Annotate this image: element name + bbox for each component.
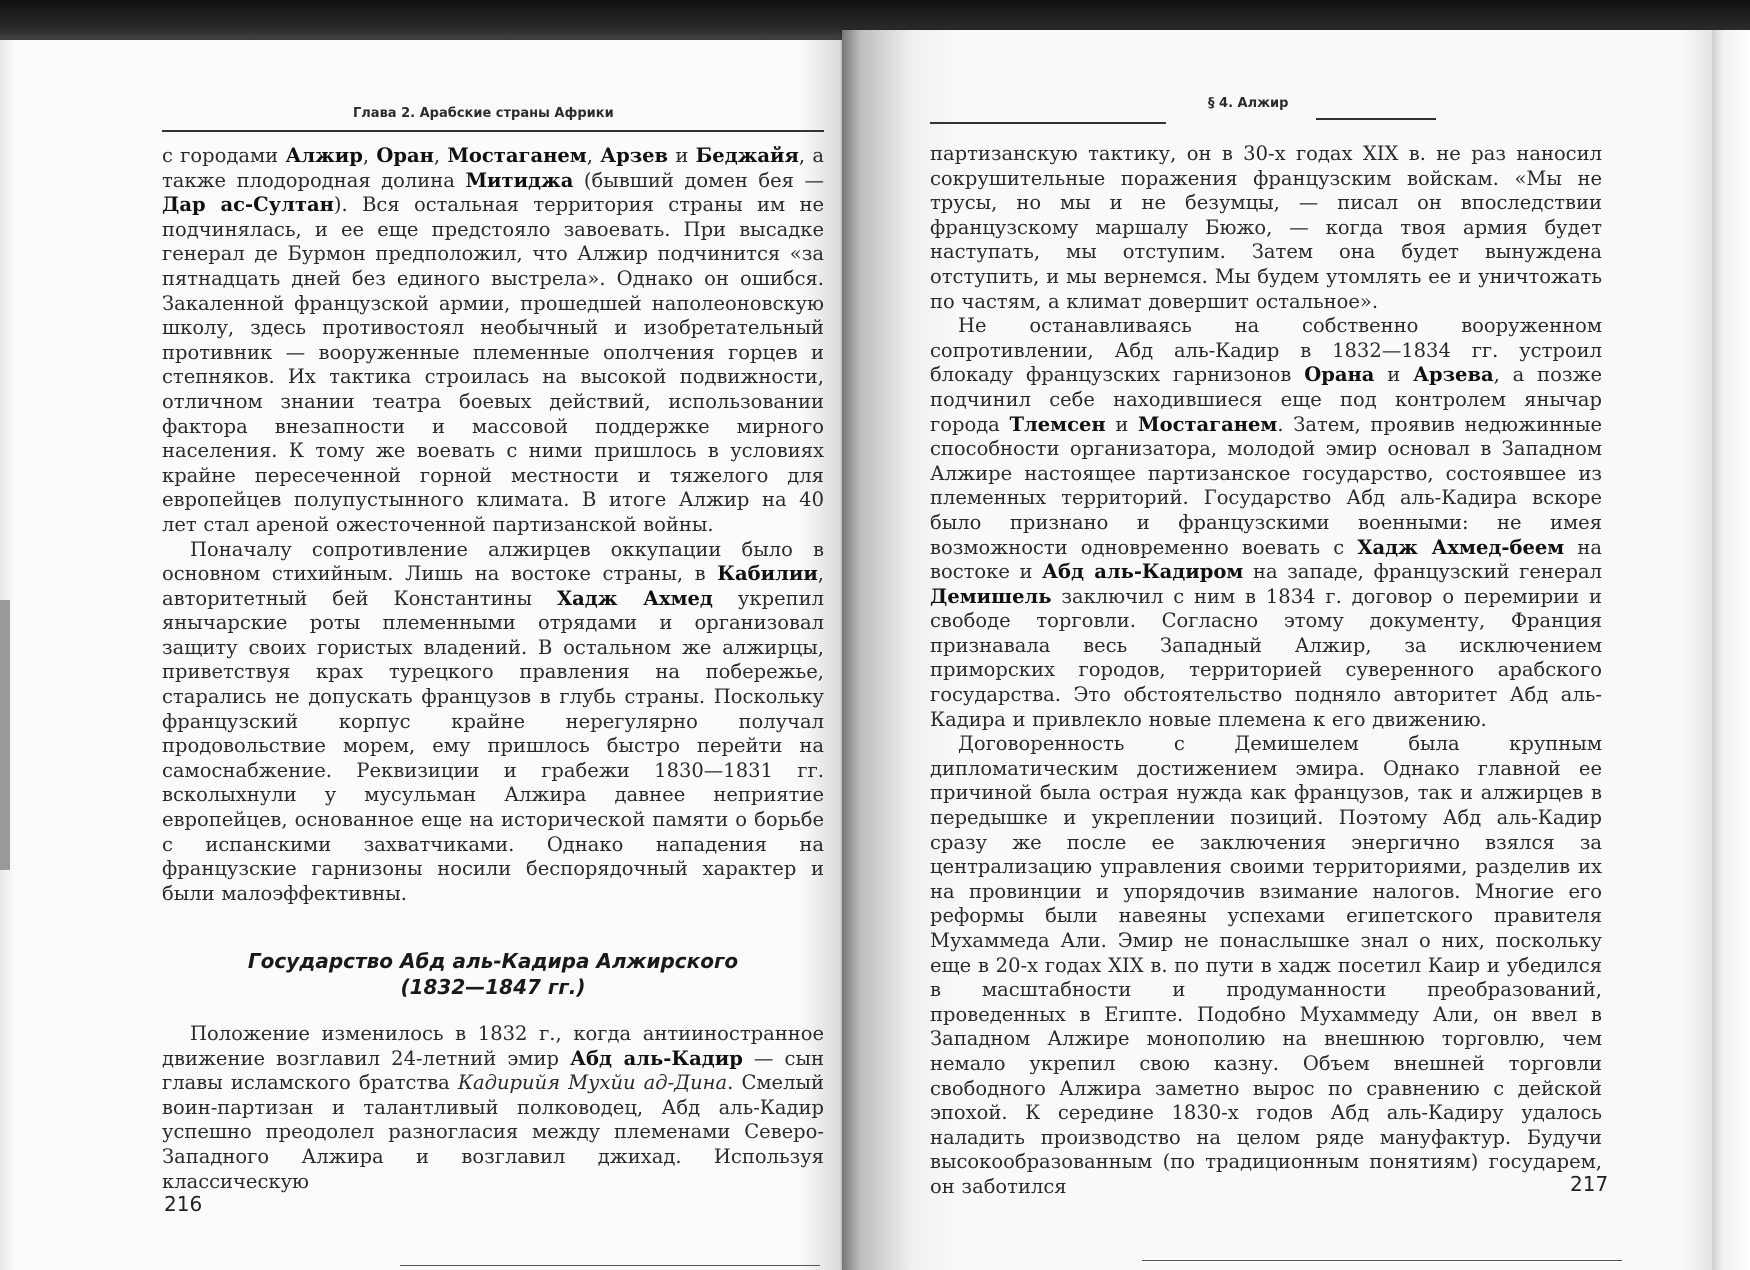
left-header-rule <box>162 130 824 132</box>
bold-term: Арзев <box>600 144 669 167</box>
section-heading-dates: (1832—1847 гг.) <box>400 975 586 999</box>
page-number-right: 217 <box>1570 1172 1609 1196</box>
bold-term: Тлемсен <box>1009 412 1106 436</box>
bold-term: Кабилии <box>717 562 818 586</box>
section-heading <box>162 948 824 1000</box>
bold-term: Арзева <box>1413 363 1494 387</box>
bold-term: Демишель <box>930 584 1052 608</box>
bold-term: Мостаганем <box>1137 412 1278 436</box>
bold-term: Мостаганем <box>447 144 587 167</box>
left-paragraph-1: с городами Алжир, Оран, Мостаганем, Арзев и Беджайя, а также плодородная долина Митиджа (бывший домен бея — Дар ас-Султан). Вся остальная территория страны им не подчинялась, и ее еще предстояло завоевать. При высадке генерал де Бурмон предположил, что Алжир подчинится «за пятнадцать дней без единого выстрела». Однако он ошибся. Закаленной французской армии, прошедшей наполеоновскую школу, здесь противостоял необычный и изобретательный противник — вооруженные племенные ополчения горцев и степняков. Их тактика строилась на высокой подвижности, отличном знании театра боевых действий, использовании фактора внезапности и массовой поддержке мирного населения. К тому же воевать с ними пришлось в условиях крайне пересеченной горной местности и тяжелого для европейцев полупустынного климата. В итоге Алжир на 40 лет стал ареной ожесточенной партизанской войны. <box>162 144 825 536</box>
right-page <box>842 30 1712 1270</box>
left-running-header: Глава 2. Арабские страны Африки <box>353 106 614 121</box>
right-bottom-rule <box>1142 1260 1622 1261</box>
scan-shadow <box>0 600 10 870</box>
section-heading-title: Государство Абд аль-Кадира Алжирского <box>247 949 739 973</box>
right-body <box>930 142 1602 1200</box>
right-header-rule-mid <box>1316 118 1436 120</box>
bold-term: Дар ас-Султан <box>162 193 334 217</box>
italic-term: Кадирийя Мухйи ад-Дина <box>457 1071 728 1095</box>
left-paragraph-3: Положение изменилось в 1832 г., когда антииностранное движение возглавил 24-летний эмир Абд аль-Кадир — сын главы исламского братства Кадирийя Мухйи ад-Дина. Смелый воин-партизан и талантливый полководец, Абд аль-Кадир успешно преодолел разногласия между племенами Северо-Западного Алжира и возглавил джихад. Используя классическую <box>162 1022 824 1193</box>
page-number-left: 216 <box>164 1192 203 1216</box>
right-header-rule-left <box>930 122 1166 124</box>
left-page <box>0 40 842 1270</box>
left-bottom-rule <box>400 1265 820 1266</box>
right-paragraph-3: Договоренность с Демишелем была крупным дипломатическим достижением эмира. Однако главной ее причиной была острая нужда как французов, так и алжирцев в передышке и укреплении позиций. Поэтому Абд аль-Кадир сразу же после ее заключения энергично взялся за централизацию управления своими территориями, разделив их на провинции и упорядочив взимание налогов. Многие его реформы были навеяны успехами египетского правителя Мухаммеда Али. Эмир не понаслышке знал о них, поскольку еще в 20-х годах XIX в. по пути в хадж посетил Каир и убедился в масштабности и продуманности преобразований, проведенных в Египте. Подобно Мухаммеду Али, он ввел в Западном Алжире монополию на внешнюю торговлю, чем немало укрепил свою казну. Объем внешней торговли свободного Алжира заметно вырос по сравнению с дейской эпохой. К середине 1830-х годов Абд аль-Кадиру удалось наладить производство на целом ряде мануфактур. Будучи высокообразованным (по традиционным понятиям) государем, он заботился <box>930 732 1602 1198</box>
bold-term: Хадж Ахмед-беем <box>1357 535 1565 559</box>
right-running-header: § 4. Алжир <box>1208 96 1289 111</box>
right-paragraph-2: Не останавливаясь на собственно вооруженном сопротивлении, Абд аль-Кадир в 1832—1834 гг. устроил блокаду французских гарнизонов Орана и Арзева, а позже подчинил себе находившиеся еще под контролем янычар города Тлемсен и Мостаганем. Затем, проявив недюжинные способности организатора, молодой эмир основал в Западном Алжире настоящее партизанское государство, состоявшее из племенных территорий. Государство Абд аль-Кадира вскоре было признано и французскими военными: не имея возможности одновременно воевать с Хадж Ахмед-беем на востоке и Абд аль-Кадиром на западе, французский генерал Демишель заключил с ним в 1834 г. договор о перемирии и свободе торговли. Согласно этому документу, Франция признавала весь Западный Алжир, за исключением приморских городов, территорией суверенного арабского государства. Это обстоятельство подняло авторитет Абд аль-Кадира и привлекло новые племена к его движению. <box>930 314 1603 731</box>
left-body-bottom <box>162 1022 824 1194</box>
bold-term: Хадж Ахмед <box>557 586 713 610</box>
bold-term: Абд аль-Кадир <box>570 1046 743 1070</box>
left-paragraph-2: Поначалу сопротивление алжирцев оккупации было в основном стихийным. Лишь на востоке страны, в Кабилии, авторитетный бей Константины Хадж Ахмед укрепил янычарские роты племенными отрядами и организовал защиту своих гористых владений. В остальном же алжирцы, приветствуя крах турецкого правления на побережье, старались не допускать французов в глубь страны. Поскольку французский корпус крайне нерегулярно получал продовольствие морем, ему пришлось быстро перейти на самоснабжение. Реквизиции и грабежи 1830—1831 гг. всколыхнули у мусульман Алжира давнее неприятие европейцев, основанное еще на исторической памяти о борьбе с испанскими захватчиками. Однако нападения на французские гарнизоны носили беспорядочный характер и были малоэффективны. <box>162 537 824 905</box>
bold-term: Орана <box>1304 363 1375 387</box>
bold-term: Беджайя <box>695 144 799 167</box>
bold-term: Алжир <box>285 144 363 167</box>
bold-term: Оран <box>376 144 434 167</box>
book-page-edges <box>1712 30 1750 1270</box>
left-body-top <box>162 144 824 906</box>
bold-term: Митиджа <box>465 168 574 192</box>
bold-term: Абд аль-Кадиром <box>1042 560 1244 584</box>
right-paragraph-1: партизанскую тактику, он в 30-х годах XIX в. не раз наносил сокрушительные поражения французским войскам. «Мы не трусы, но мы и не безумцы, — писал он впоследствии французскому маршалу Бюжо, — когда твоя армия будет наступать, мы отступим. Затем она будет вынуждена отступить, и мы вернемся. Мы будем утомлять ее и уничтожать по частям, а климат довершит остальное». <box>930 142 1602 313</box>
